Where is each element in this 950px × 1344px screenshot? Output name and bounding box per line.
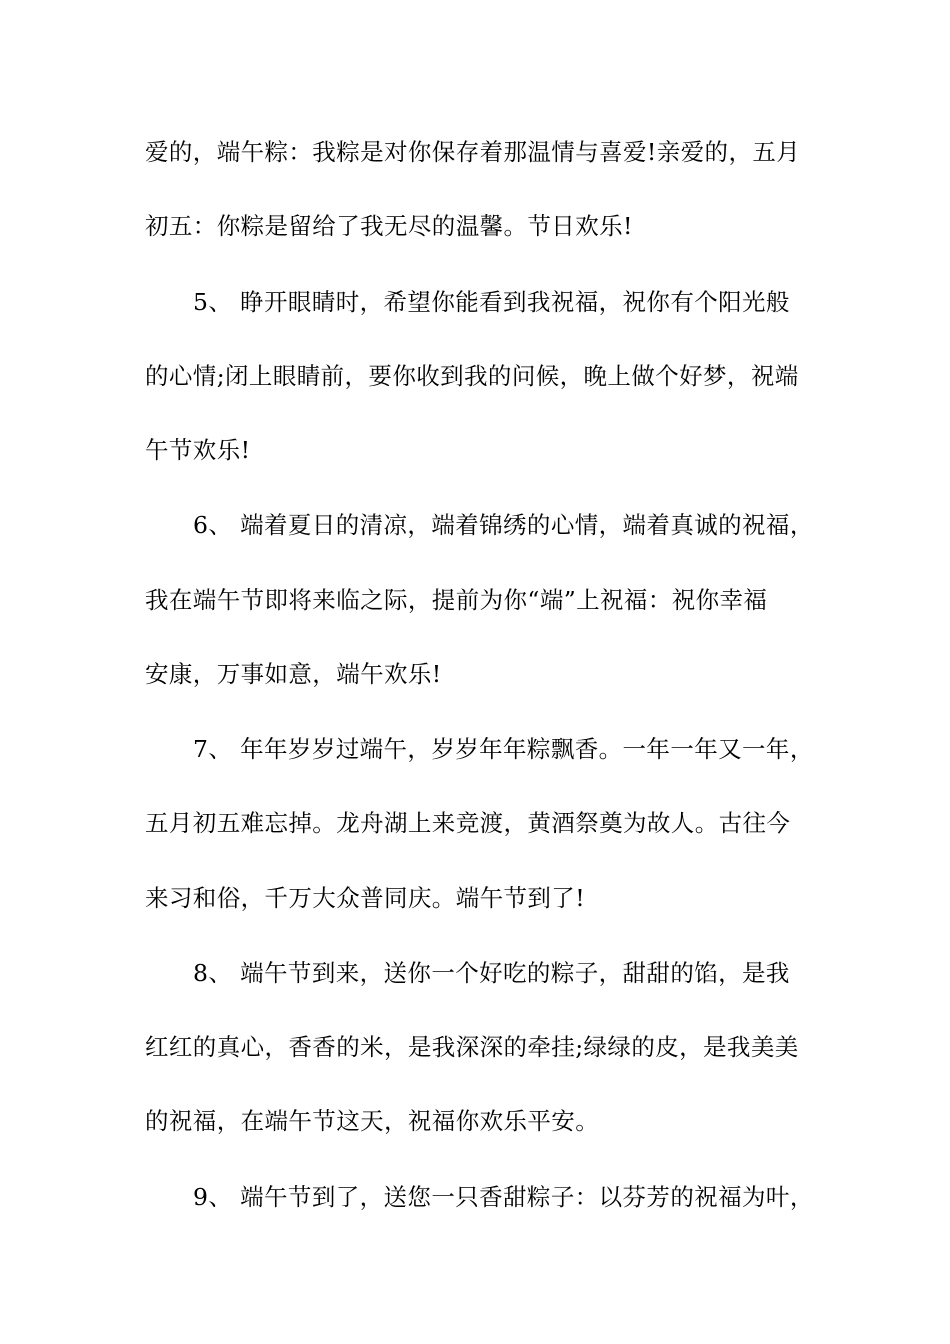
text-line: 午节欢乐! (145, 436, 251, 464)
paragraph-5-start: 5、 睁开眼睛时，希望你能看到我祝福，祝你有个阳光般 (193, 288, 790, 316)
text-line: 初五：你粽是留给了我无尽的温馨。节日欢乐! (145, 212, 633, 240)
paragraph-6-start: 6、 端着夏日的清凉，端着锦绣的心情，端着真诚的祝福， (193, 511, 814, 539)
text-line: 我在端午节即将来临之际，提前为你“端”上祝福：祝你幸福 (145, 586, 768, 614)
text-line: 爱的，端午粽：我粽是对你保存着那温情与喜爱!亲爱的，五月 (145, 138, 801, 166)
paragraph-9-start: 9、 端午节到了，送您一只香甜粽子：以芬芳的祝福为叶， (193, 1183, 814, 1211)
text-line: 五月初五难忘掉。龙舟湖上来竞渡，黄酒祭奠为故人。古往今 (145, 809, 791, 837)
text-line: 的祝福，在端午节这天，祝福你欢乐平安。 (145, 1107, 600, 1135)
text-line: 的心情;闭上眼睛前，要你收到我的问候，晚上做个好梦，祝端 (145, 362, 799, 390)
text-line: 红红的真心，香香的米，是我深深的牵挂;绿绿的皮，是我美美 (145, 1033, 799, 1061)
paragraph-7-start: 7、 年年岁岁过端午，岁岁年年粽飘香。一年一年又一年， (193, 735, 814, 763)
paragraph-8-start: 8、 端午节到来，送你一个好吃的粽子，甜甜的馅，是我 (193, 959, 790, 987)
text-line: 安康，万事如意，端午欢乐! (145, 660, 442, 688)
text-line: 来习和俗，千万大众普同庆。端午节到了! (145, 884, 586, 912)
